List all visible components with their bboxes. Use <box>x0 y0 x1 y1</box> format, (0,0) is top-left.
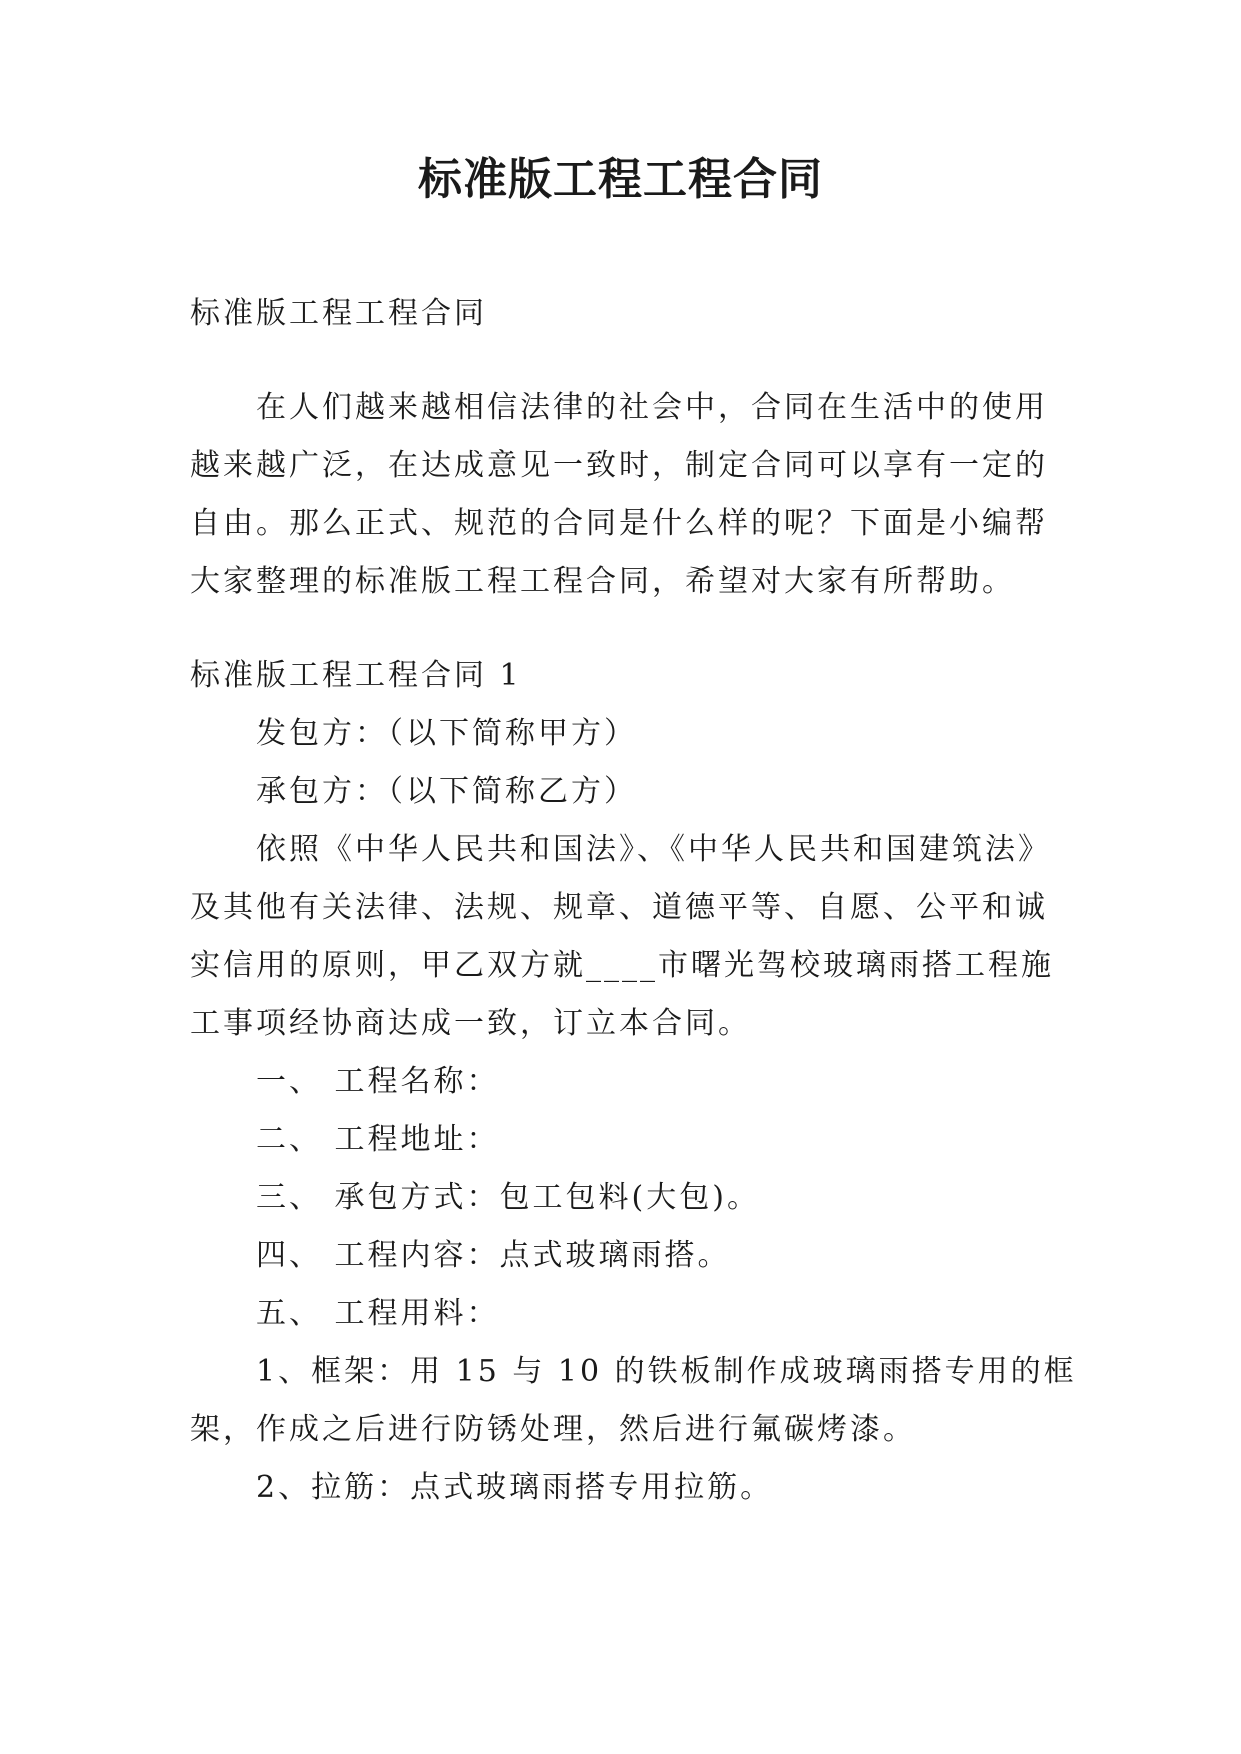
clause-item: 五、 工程用料： <box>256 1296 500 1331</box>
spacer <box>190 611 1052 647</box>
paragraph-line: 1、框架：用 15 与 10 的铁板制作成玻璃雨搭专用的框 <box>256 1354 1077 1389</box>
clause-item: 三、 承包方式：包工包料(大包)。 <box>256 1180 760 1215</box>
document-subtitle: 标准版工程工程合同 <box>190 296 487 331</box>
paragraph-line: 及其他有关法律、法规、规章、道德平等、自愿、公平和诚 <box>190 890 1048 925</box>
materials-item-2: 2、拉筋：点式玻璃雨搭专用拉筋。 <box>256 1470 774 1505</box>
paragraph-line: 依照《中华人民共和国法》、《中华人民共和国建筑法》 <box>256 832 1051 867</box>
intro-paragraph <box>190 379 1052 611</box>
clause-item: 二、 工程地址： <box>256 1122 500 1157</box>
section-heading: 标准版工程工程合同 1 <box>190 658 522 693</box>
clause-item: 一、 工程名称： <box>256 1064 500 1099</box>
paragraph-line: 大家整理的标准版工程工程合同，希望对大家有所帮助。 <box>190 564 1015 599</box>
paragraph-line: 自由。那么正式、规范的合同是什么样的呢？下面是小编帮 <box>190 506 1048 541</box>
paragraph-line: 越来越广泛，在达成意见一致时，制定合同可以享有一定的 <box>190 448 1048 483</box>
party-b-line: 承包方：（以下简称乙方） <box>256 774 637 809</box>
basis-paragraph <box>190 821 1052 1053</box>
materials-item-1 <box>190 1343 1077 1459</box>
spacer <box>190 343 1052 379</box>
clause-item: 四、 工程内容：点式玻璃雨搭。 <box>256 1238 731 1273</box>
party-a-line: 发包方：（以下简称甲方） <box>256 716 637 751</box>
paragraph-line: 在人们越来越相信法律的社会中，合同在生活中的使用 <box>256 390 1048 425</box>
paragraph-line: 实信用的原则，甲乙双方就____市曙光驾校玻璃雨搭工程施 <box>190 948 1054 983</box>
paragraph-line: 工事项经协商达成一致，订立本合同。 <box>190 1006 751 1041</box>
paragraph-line: 架，作成之后进行防锈处理，然后进行氟碳烤漆。 <box>190 1412 916 1447</box>
document-body <box>190 285 1077 1517</box>
clause-list <box>190 1053 1052 1343</box>
document-title: 标准版工程工程合同 <box>418 154 823 205</box>
